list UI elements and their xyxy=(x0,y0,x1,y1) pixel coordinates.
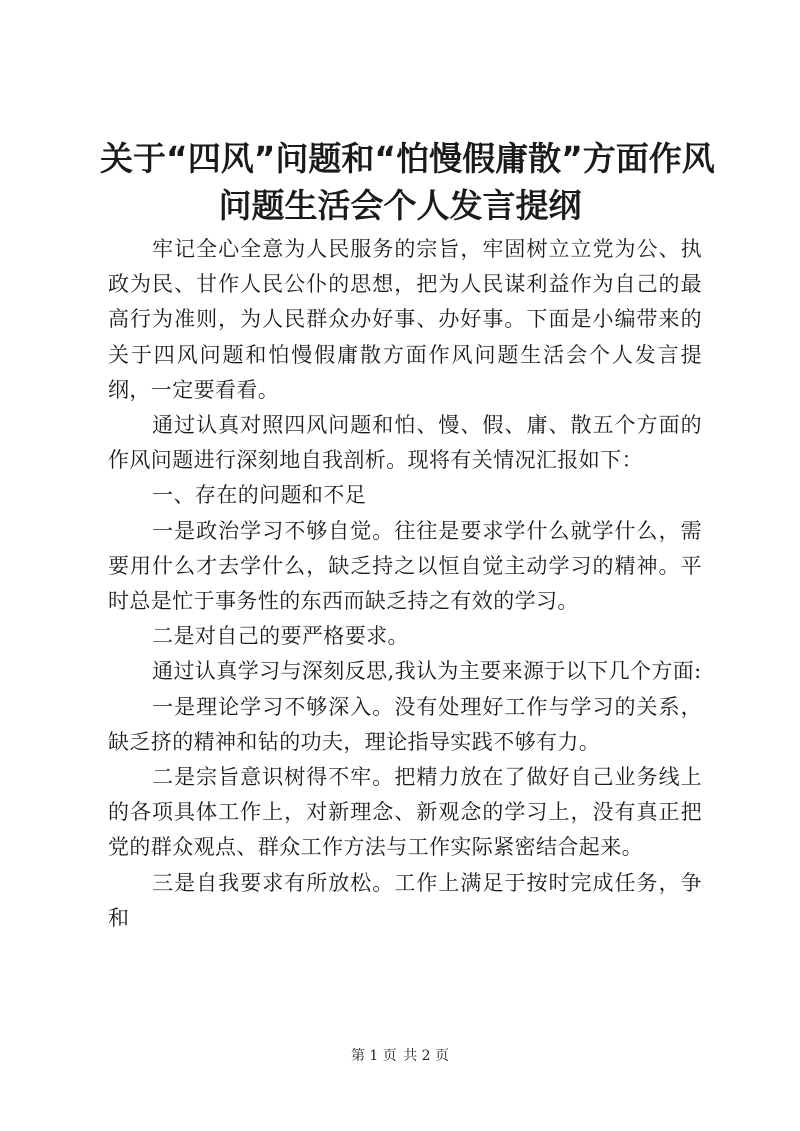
paragraph-cause-2: 二是宗旨意识树得不牢。把精力放在了做好自己业务线上的各项具体工作上，对新理念、新观念的学习上，没有真正把党的群众观点、群众工作方法与工作实际紧密结合起来。 xyxy=(108,765,702,860)
paragraph-cause-3: 三是自我要求有所放松。工作上满足于按时完成任务，争和 xyxy=(108,870,702,930)
document-title-line-2: 问题生活会个人发言提纲 xyxy=(218,186,582,225)
paragraph-problem-2: 二是对自己的要严格要求。 xyxy=(152,624,409,649)
page-number-current: 第 1 页 xyxy=(350,1048,397,1064)
paragraph-intro: 牢记全心全意为人民服务的宗旨，牢固树立立党为公、执政为民、甘作人民公仆的思想，把为人民谋利益作为自己的最高行为准则，为人民群众办好事、办好事。下面是小编带来的关于四风问题和怕慢假庸散方面作风问题生活会个人发言提纲，一定要看看。 xyxy=(108,237,702,402)
paragraph-overview: 通过认真对照四风问题和怕、慢、假、庸、散五个方面的作风问题进行深刻地自我剖析。现将有关情况汇报如下： xyxy=(108,413,702,473)
document-title-line-1: 关于“四风”问题和“怕慢假庸散”方面作风 xyxy=(100,139,715,178)
page-number-total: 共 2 页 xyxy=(403,1048,450,1064)
document-body xyxy=(108,232,702,936)
paragraph-problem-1: 一是政治学习不够自觉。往往是要求学什么就学什么，需要用什么才去学什么，缺乏持之以恒自觉主动学习的精神。平时总是忙于事务性的东西而缺乏持之有效的学习。 xyxy=(108,518,702,614)
page-footer xyxy=(0,1046,800,1066)
paragraph-reflection: 通过认真学习与深刻反思,我认为主要来源于以下几个方面: xyxy=(152,659,702,684)
section-heading-problems: 一、存在的问题和不足 xyxy=(152,483,367,508)
paragraph-cause-1: 一是理论学习不够深入。没有处理好工作与学习的关系，缺乏挤的精神和钻的功夫，理论指导实践不够有力。 xyxy=(108,694,702,754)
